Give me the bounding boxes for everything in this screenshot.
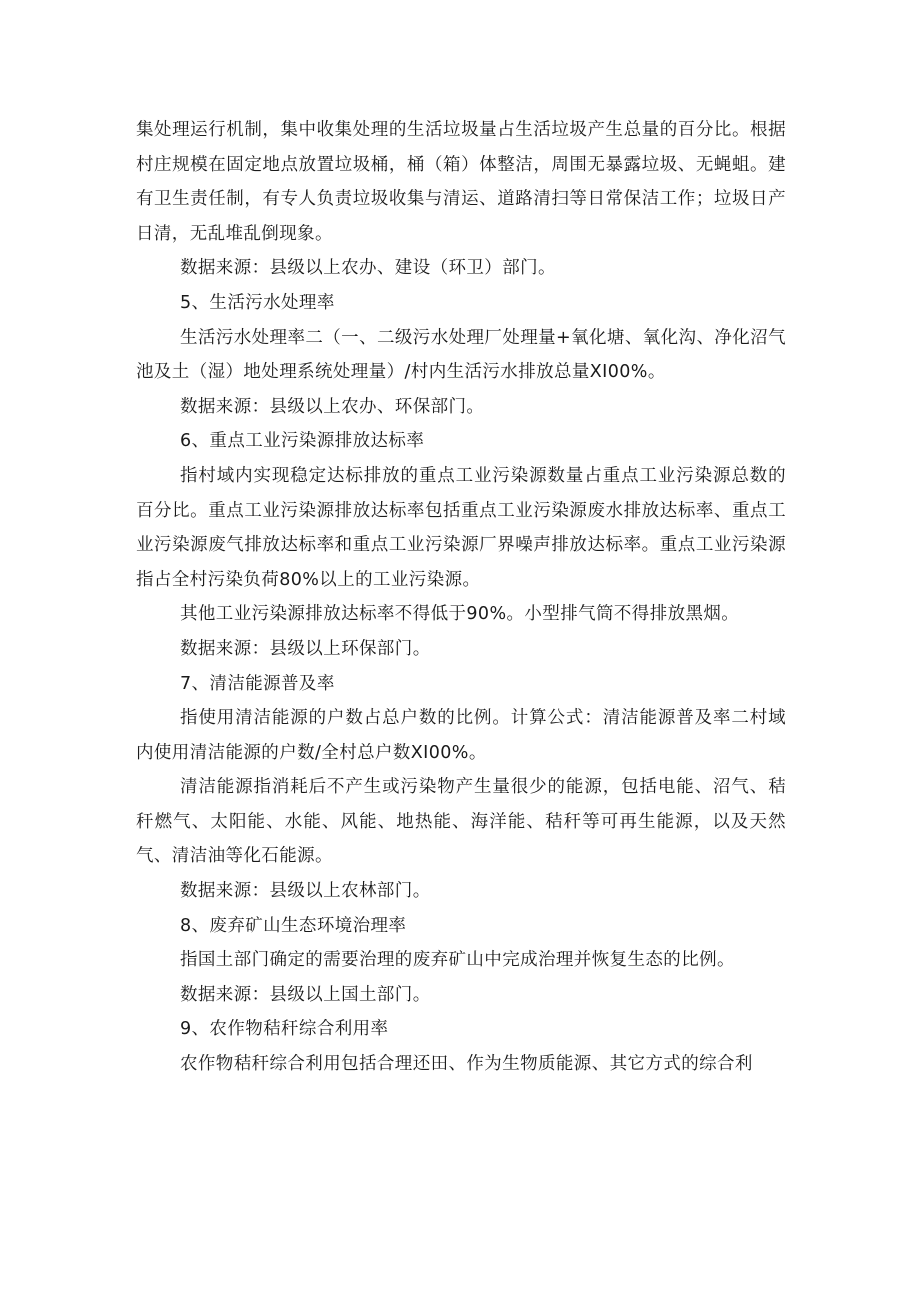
document-body [136, 113, 786, 1082]
section-heading: 6、重点工业污染源排放达标率 [180, 431, 425, 452]
body-paragraph: 其他工业污染源排放达标率不得低于90%。小型排气筒不得排放黑烟。 [180, 604, 740, 625]
body-paragraph: 指国土部门确定的需要治理的废弃矿山中完成治理并恢复生态的比例。 [180, 950, 735, 971]
section-heading: 7、清洁能源普及率 [180, 673, 335, 694]
data-source-line: 数据来源：县级以上农林部门。 [180, 881, 431, 902]
body-paragraph: 生活污水处理率二（一、二级污水处理厂处理量+氧化塘、氧化沟、净化沼气池及土（湿）地处理系统处理量）/村内生活污水排放总量XI00%。 [136, 327, 786, 383]
data-source-line: 数据来源：县级以上农办、建设（环卫）部门。 [180, 258, 556, 279]
body-paragraph: 农作物秸秆综合利用包括合理还田、作为生物质能源、其它方式的综合利 [180, 1054, 753, 1075]
body-paragraph: 指使用清洁能源的户数占总户数的比例。计算公式：清洁能源普及率二村域内使用清洁能源的户数/全村总户数XI00%。 [136, 708, 786, 763]
data-source-line: 数据来源：县级以上农办、环保部门。 [180, 396, 485, 417]
body-paragraph: 指村域内实现稳定达标排放的重点工业污染源数量占重点工业污染源总数的百分比。重点工业污染源排放达标率包括重点工业污染源废水排放达标率、重点工业污染源废气排放达标率和重点工业污染源厂界噪声排放达标率。重点工业污染源指占全村污染负荷80%以上的工业污染源。 [136, 465, 786, 590]
section-heading: 5、生活污水处理率 [180, 292, 335, 313]
body-paragraph: 集处理运行机制，集中收集处理的生活垃圾量占生活垃圾产生总量的百分比。根据村庄规模在固定地点放置垃圾桶，桶（箱）体整洁，周围无暴露垃圾、无蝇蛆。建有卫生责任制，有专人负责垃圾收集与清运、道路清扫等日常保洁工作；垃圾日产日清，无乱堆乱倒现象。 [136, 120, 786, 244]
body-paragraph: 清洁能源指消耗后不产生或污染物产生量很少的能源，包括电能、沼气、秸秆燃气、太阳能、水能、风能、地热能、海洋能、秸秆等可再生能源，以及天然气、清洁油等化石能源。 [136, 777, 786, 867]
data-source-line: 数据来源：县级以上国土部门。 [180, 984, 431, 1005]
section-heading: 9、农作物秸秆综合利用率 [180, 1019, 389, 1040]
section-heading: 8、废弃矿山生态环境治理率 [180, 915, 407, 936]
data-source-line: 数据来源：县级以上环保部门。 [180, 638, 431, 659]
